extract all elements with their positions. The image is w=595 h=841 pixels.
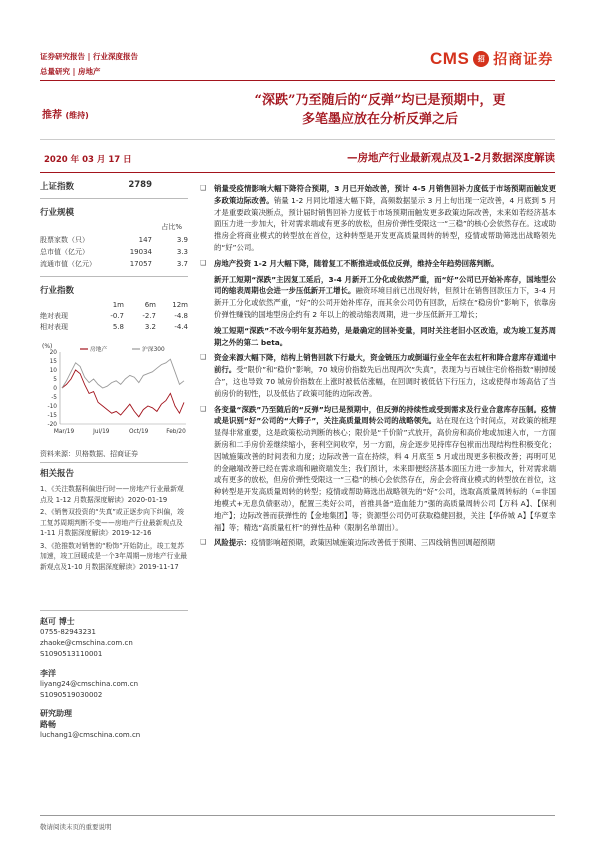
paragraph-completion xyxy=(200,325,556,349)
cms-logo xyxy=(430,49,553,69)
scale-row: 股票家数（只） 147 3.9 xyxy=(40,236,188,244)
para-lead: 新开工短期“深跌”主因复工延后，3-4 月新开工分化或依然严重，而“好”公司已开始补库存，国地型公司的缩表周期也会进一步压低新开工增长。 xyxy=(214,274,556,296)
report-sector: 总量研究 | 房地产 xyxy=(40,67,101,76)
footer-note: 敬请阅读末页的重要说明 xyxy=(40,823,112,831)
report-subtitle: —房地产行业最新观点及1-2月数据深度解读 xyxy=(347,152,555,164)
paragraph-risk xyxy=(200,537,556,549)
main-body xyxy=(200,183,556,553)
footer-divider xyxy=(40,815,555,816)
related-item[interactable]: 1、《关注数据科偏进行时——房地产行业最新观点及 1-12 月数据深度解读》2020-01-19 xyxy=(40,485,184,504)
paragraph-sales xyxy=(200,183,556,254)
logo-mark-icon: 招 xyxy=(473,51,489,67)
y-unit-label: (%) xyxy=(42,343,53,350)
scale-table xyxy=(40,234,188,270)
para-lead: 销量受疫情影响大幅下降符合预期，3 月已开始改善，预计 4-5 月销售回补力度低于市场预期而触发更多政策边际改善。 xyxy=(214,184,556,205)
y-tick-label: 15 xyxy=(49,359,57,365)
rating xyxy=(42,106,89,121)
index-row xyxy=(40,180,152,192)
industry-scale-title: 行业规模 xyxy=(40,208,75,218)
header-divider xyxy=(40,80,555,81)
index-row-absolute: 绝对表现 -0.7 -2.7 -4.8 xyxy=(40,312,188,320)
rating-sub: (维持) xyxy=(65,111,89,120)
page-title xyxy=(190,91,570,129)
analyst-cert: S1090519030002 xyxy=(40,691,103,699)
paragraph-outlook xyxy=(200,404,556,534)
bullet-icon: ❑ xyxy=(200,404,207,413)
y-tick-label: 0 xyxy=(53,386,57,392)
scale-row: 流通市值（亿元） 17057 3.7 xyxy=(40,260,188,268)
index-label: 上证指数 xyxy=(40,182,75,192)
y-tick-label: 20 xyxy=(49,350,57,356)
y-tick-label: -15 xyxy=(47,413,57,419)
y-tick-label: -10 xyxy=(47,404,57,410)
para-lead: 资金来源大幅下降，结构上销售回款下行最大，资金链压力或倒逼行业全年在去杠杆和降合意库存通道中前行。 xyxy=(214,353,556,375)
related-title: 相关报告 xyxy=(40,469,75,479)
paragraph-investment xyxy=(200,258,556,270)
logo-text-cn: 招商证券 xyxy=(493,52,554,68)
bullet-icon: ❑ xyxy=(200,538,207,547)
research-assistant xyxy=(40,708,188,741)
bullet-icon: ❑ xyxy=(200,184,207,192)
index-value: 2789 xyxy=(128,180,152,190)
sidebar-divider xyxy=(40,610,188,611)
rating-label: 推荐 xyxy=(42,110,62,121)
para-lead: 房地产投资 1-2 月大幅下降，随着复工不断推进或低位反弹，维持全年趋势回落判断。 xyxy=(214,258,499,268)
y-tick-label: -5 xyxy=(51,395,57,401)
related-item[interactable]: 2、《销售双投资的“失真”或正逐步向下纠偏，竣工复苏周期判断不变——房地产行业最新观点及 1-11 月数据深度解读》2019-12-16 xyxy=(40,508,184,537)
sidebar-divider xyxy=(40,276,188,277)
y-tick-label: 5 xyxy=(53,377,57,383)
scale-row: 总市值（亿元） 19034 3.3 xyxy=(40,248,188,256)
paragraph-funding xyxy=(200,352,556,399)
para-text: 疫情影响超预期，政策因城施策边际改善低于预期、三四线销售回调超预期 xyxy=(250,538,495,548)
analyst-cert: S1090513110001 xyxy=(40,650,103,658)
performance-chart xyxy=(40,340,190,440)
para-text: 融资环境目前已出现好转，但预计在销售回款压力下，3-4 月新开工分化或依然严重，“好”的公司开始补库存，而其余公司仍有回款，后续在“稳房价”影响下，依靠房价弹性赚钱的国地型房企约有 2 年以上的被动缩表周期，进一步压低新开工增长； xyxy=(214,286,556,319)
logo-text-cms: CMS xyxy=(430,49,470,68)
analyst-email[interactable]: zhaoke@cmschina.com.cn xyxy=(40,639,133,647)
researcher-name: 路畅 xyxy=(40,720,56,729)
para-text: 销量 1-2 月同比增速大幅下降，高频数据显示 3 月上旬出现一定改善，4 月底到 5 月才是重要政策决断点，预计届时销售回补力度低于市场预期而触发更多政策边际改善，未来如若经济基本面压力进一步加大，针对需求端或有更多的放松，但房价弹性受限这一“三稳”的核心会依然存在。这或助推房企将商业模式的转型放在首位，这种转型是开发更高质量周转的转型，疫情或帮助筛选出战略领先的“好”公司。 xyxy=(214,195,556,252)
sidebar-divider xyxy=(40,462,188,463)
para-lead: 风险提示： xyxy=(214,538,251,548)
paragraph-new-starts xyxy=(200,274,556,321)
title-line-2: 多笔墨应放在分析反弹之后 xyxy=(301,112,458,127)
x-tick-label: Mar/19 xyxy=(53,429,75,435)
y-tick-label: 10 xyxy=(49,368,57,374)
x-tick-label: Jul/19 xyxy=(93,429,110,435)
title-line-1: “深跌”乃至随后的“反弹”均已是预期中，更 xyxy=(254,93,506,108)
related-list xyxy=(40,484,188,572)
bullet-icon: ❑ xyxy=(200,353,207,362)
index-table xyxy=(40,300,188,333)
sidebar-divider xyxy=(40,198,188,199)
share-header: 占比% xyxy=(161,223,182,231)
chart-source: 资料来源：贝格数据、招商证券 xyxy=(40,450,138,458)
legend-label: 沪深300 xyxy=(142,347,165,353)
legend-label: 房地产 xyxy=(90,347,108,353)
para-lead: 各变量“深跌”乃至随后的“反弹”均已是预期中，但反弹的持续性或受到需求及行业合意库存压制。疫情或是识别“好”公司的“大筛子”，关注高质量周转公司的战略领先。 xyxy=(214,404,556,426)
analyst-name: 赵可 博士 xyxy=(40,617,75,626)
y-tick-label: -20 xyxy=(47,422,57,428)
index-header-row: 1m 6m 12m xyxy=(112,301,188,309)
researcher-email[interactable]: luchang1@cmschina.com.cn xyxy=(40,731,141,739)
analyst-email[interactable]: liyang24@cmschina.com.cn xyxy=(40,680,139,688)
report-date: 2020 年 03 月 17 日 xyxy=(44,155,132,165)
analyst-1 xyxy=(40,616,188,660)
industry-index-title: 行业指数 xyxy=(40,286,75,296)
related-item[interactable]: 3、《抢推数对销售的“粉饰”开始防止，竣工复苏加速，竣工回暖成是一个3年周期—房地产行业最新观点及1-10 月数据深度解读》2019-11-17 xyxy=(40,541,188,571)
analyst-2 xyxy=(40,668,188,701)
para-lead: 竣工短期“深跌”不改今明年复苏趋势，是最确定的回补变量，同时关注老旧小区改造，或为竣工复苏周期之外的第二 beta。 xyxy=(214,325,556,347)
bullet-icon: ❑ xyxy=(200,258,207,267)
x-tick-label: Oct/19 xyxy=(128,429,149,435)
title-divider xyxy=(40,139,555,140)
researcher-title: 研究助理 xyxy=(40,709,72,718)
para-text: 受“限价”和“稳价”影响，70 城房价指数先后出现两次“失真”，表现为与百城住宅价格指数“剔掉缓合”，这也导致 70 城房价指数在上涨时被低估涨幅，在回调时被低估下行压力，这或使得市场高估了当前房价的韧性，以及低估了政策可能的边际改善。 xyxy=(214,365,556,398)
index-row-relative: 相对表现 5.8 3.2 -4.4 xyxy=(40,323,188,331)
subtitle-divider xyxy=(40,172,555,173)
series-line-real-estate xyxy=(62,370,184,417)
x-tick-label: Feb/20 xyxy=(166,429,186,435)
report-category: 证券研究报告 | 行业深度报告 xyxy=(40,52,138,61)
analyst-name: 李洋 xyxy=(40,669,56,678)
analyst-phone: 0755-82943231 xyxy=(40,628,96,636)
para-text: 站在现在这个时间点，对政策的梳理显得非常重要，这是政策松动判断的核心；限价是“千价阶”式放开，高价房和高价地或加速入市，一方面新房和二手房价差继续缩小，套利空间收窄，另一方面，房企逐步见持库存包袱而出现结构性积极变化；因城施策改善的时间表和力度；边际改善一直在持续，料 4 月底至 5 月或出现更多积极改善；再明可见的金融端改善已经在需求端和融资端发生；我们预计，未来即便经济基本面压力进一步加大，针对需求端或有更多的放松，但房价弹性受限这一“三稳”的核心会依然存在，房企会将商业模式的转型放在首位，这种转型是开发高质量周转的转型；疫情或帮助筛选出战略领先的“好”公司，选取高质量周转标的（=非国地模式+无息负债驱动），配置三类好公司，首推具备“造血能力”强的高质量周转公司【万科 A】、【保利地产】；边际改善而获弹性的【金地集团】等；资源型公司仍可获取稳健回报，关注【华侨城 A】【华夏幸福】等；精选“高质量杠杆”的弹性品种（限制名单谓出）。 xyxy=(214,416,556,532)
